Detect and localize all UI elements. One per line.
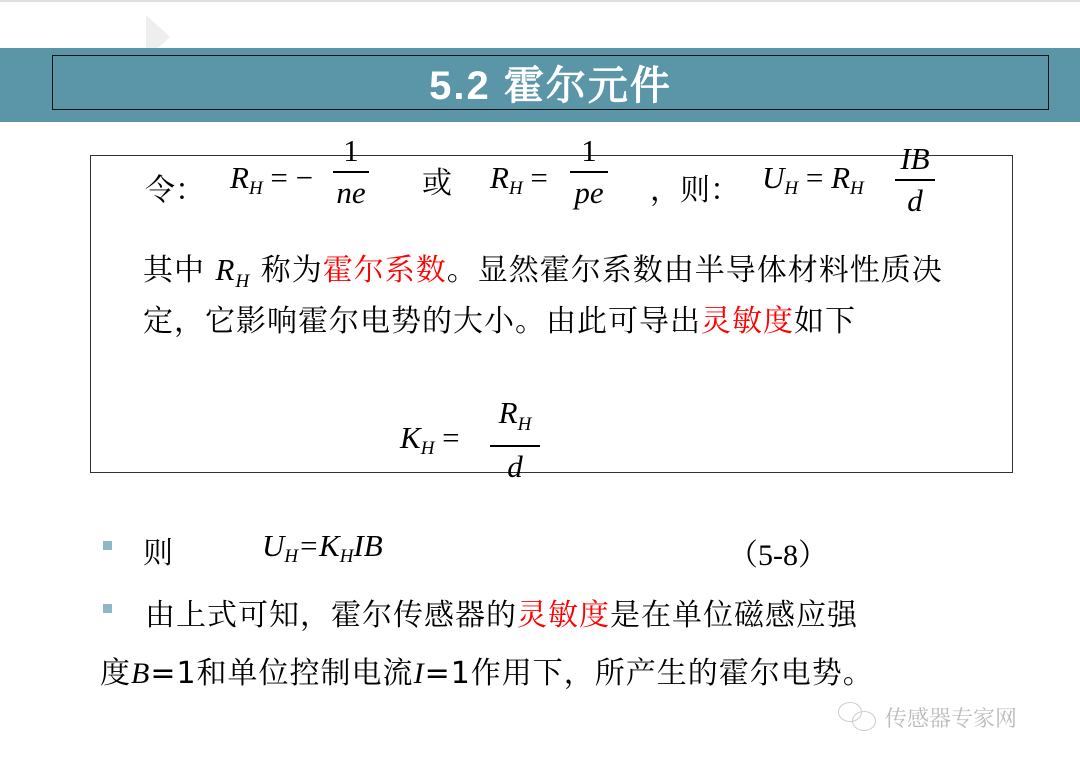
or-label: 或 — [422, 166, 452, 201]
fraction-3-ib-d: IB d — [895, 142, 935, 218]
bullet-icon — [103, 604, 112, 613]
watermark: 传感器专家网 — [885, 707, 1018, 732]
uh-kh-ib-formula: $U_H=K_HIB$ — [262, 528, 383, 567]
uh-formula: $U_H = R_H$ — [762, 160, 864, 199]
top-divider — [0, 0, 1080, 2]
kh-formula: $K_H$ = — [400, 420, 460, 459]
rh-formula-2: $R_H$ = — [490, 160, 548, 199]
title-box — [52, 55, 1049, 110]
rh-formula-1: $R_H$ = − — [230, 160, 314, 199]
fraction-1-ne: 1 ne — [333, 134, 369, 210]
bullet-icon — [103, 541, 112, 550]
bullet-1-label: 则 — [143, 536, 173, 571]
bullet-2-line-1: 由上式可知，霍尔传感器的灵敏度是在单位磁感应强 — [145, 598, 858, 633]
bullet-2-line-2: 度B=1和单位控制电流I=1作用下，所产生的霍尔电势。 — [100, 656, 874, 691]
ling-label: 令： — [145, 173, 205, 208]
hall-coefficient-paragraph: 其中 $R_H$ 称为霍尔系数。显然霍尔系数由半导体材料性质决定，它影响霍尔电势的大小。由此可导出灵敏度如下 — [143, 252, 943, 340]
slide-title: 5.2 霍尔元件 — [429, 64, 672, 108]
equation-number: （5-8） — [728, 539, 828, 572]
then-label: ，则： — [650, 173, 740, 208]
fraction-kh: $R_H$ d — [490, 396, 540, 484]
fraction-2-pe: 1 pe — [570, 134, 608, 210]
wechat-icon — [838, 702, 878, 730]
